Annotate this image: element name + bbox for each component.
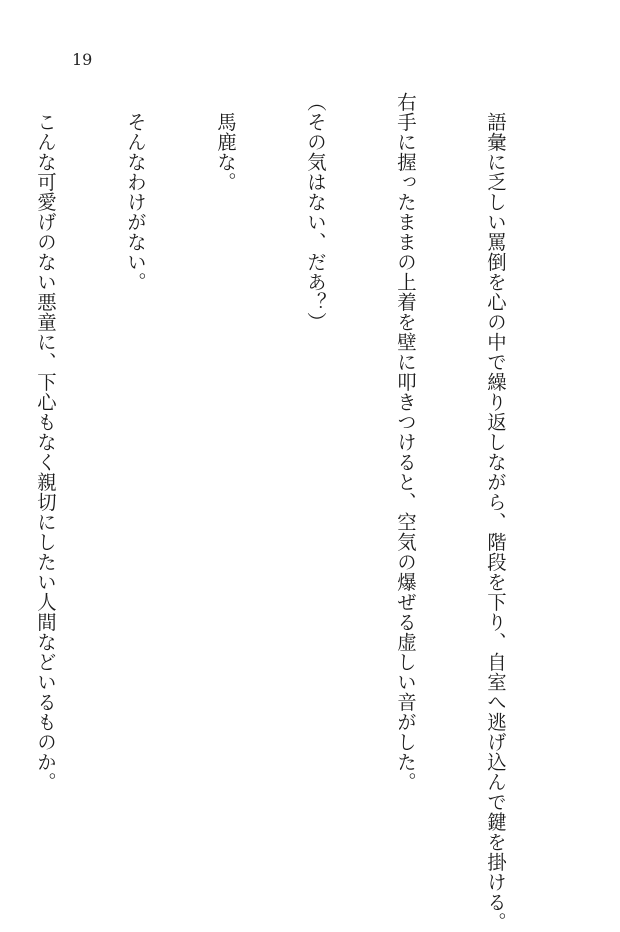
text-line: 語彙に乏しい罵倒を心の中で繰り返しながら、階段を下り、自室へ逃げ込んで鍵を掛ける。 [484, 92, 507, 932]
text-line: こんな可愛げのない悪童に、下心もなく親切にしたい人間などいるものか。 [34, 92, 57, 792]
page-number: 19 [72, 50, 93, 69]
text-line: 右手に握ったままの上着を壁に叩きつけると、空気の爆ぜる虚しい音がした。 [394, 92, 417, 792]
text-line: （その気はない、だあ？） [304, 92, 327, 332]
text-line: 馬鹿な。 [214, 92, 237, 192]
vertical-body-text [34, 92, 570, 932]
text-line: そんなわけがない。 [124, 92, 147, 292]
